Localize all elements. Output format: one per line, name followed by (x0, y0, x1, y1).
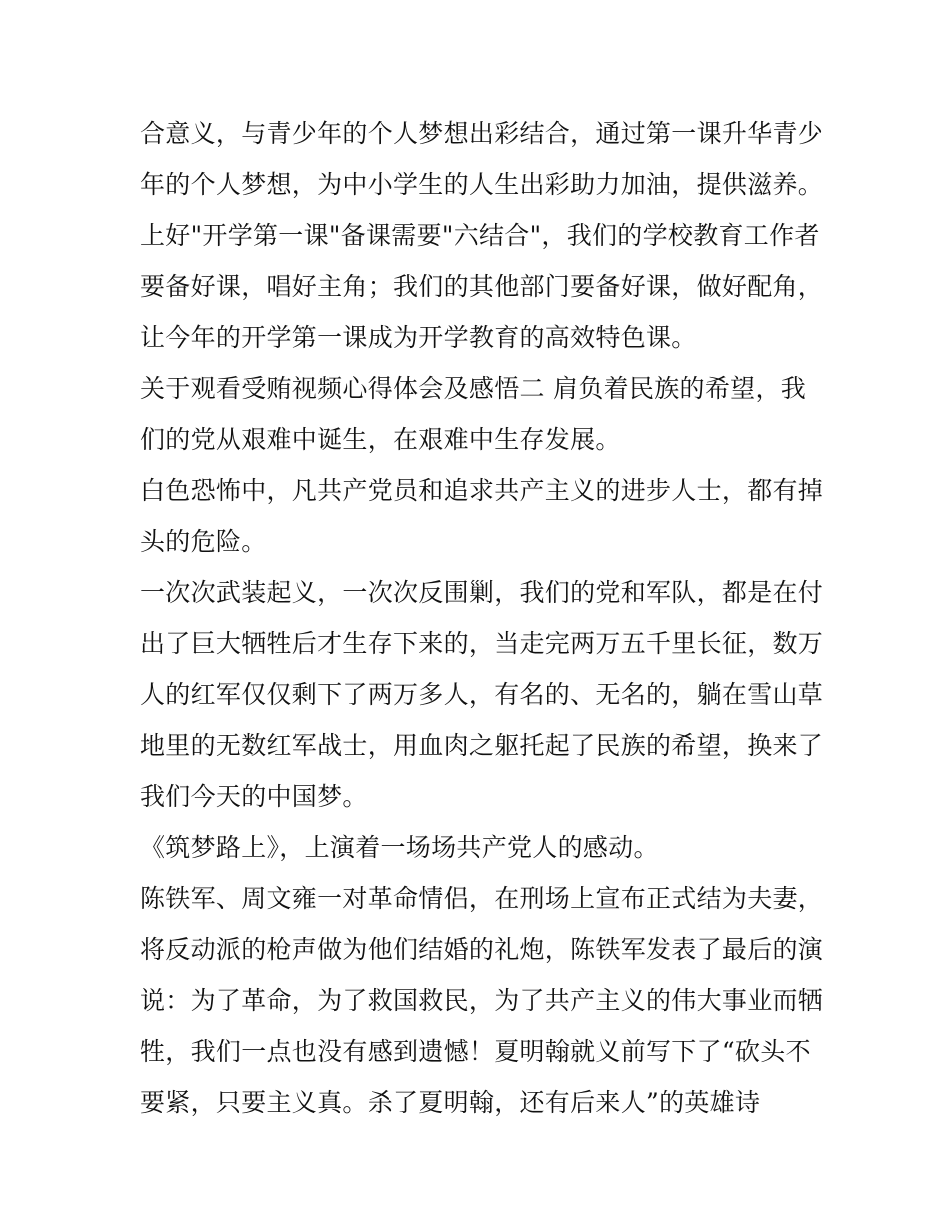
text-line: 出了巨大牺牲后才生存下来的，当走完两万五千里长征，数万 (140, 629, 824, 658)
text-line: 要紧，只要主义真。杀了夏明翰，还有后来人”的英雄诗 (140, 1088, 761, 1117)
text-line: 白色恐怖中，凡共产党员和追求共产主义的进步人士，都有掉 (140, 476, 824, 505)
text-line: 们的党从艰难中诞生，在艰难中生存发展。 (140, 425, 621, 454)
text-line: 人的红军仅仅剩下了两万多人，有名的、无名的，躺在雪山草 (140, 680, 824, 709)
text-line: 关于观看受贿视频心得体会及感悟二 肩负着民族的希望，我 (140, 374, 807, 403)
text-line: 牲，我们一点也没有感到遗憾！夏明翰就义前写下了“砍头不 (140, 1037, 811, 1066)
text-line: 要备好课，唱好主角；我们的其他部门要备好课，做好配角， (140, 272, 824, 301)
text-line: 一次次武装起义，一次次反围剿，我们的党和军队，都是在付 (140, 578, 824, 607)
text-line: 头的危险。 (140, 527, 267, 556)
text-line: 让今年的开学第一课成为开学教育的高效特色课。 (140, 323, 697, 352)
text-line: 我们今天的中国梦。 (140, 782, 368, 811)
text-line: 说：为了革命，为了救国救民，为了共产主义的伟大事业而牺 (140, 986, 824, 1015)
text-line: 《筑梦路上》，上演着一场场共产党人的感动。 (140, 833, 659, 862)
document-body (140, 108, 824, 1128)
text-line: 合意义，与青少年的个人梦想出彩结合，通过第一课升华青少 (140, 119, 824, 148)
text-line: 上好"开学第一课"备课需要"六结合"，我们的学校教育工作者 (140, 221, 820, 250)
text-line: 将反动派的枪声做为他们结婚的礼炮，陈铁军发表了最后的演 (140, 935, 824, 964)
text-line: 地里的无数红军战士，用血肉之躯托起了民族的希望，换来了 (140, 731, 824, 760)
text-line: 陈铁军、周文雍一对革命情侣，在刑场上宣布正式结为夫妻， (140, 884, 824, 913)
text-line: 年的个人梦想，为中小学生的人生出彩助力加油，提供滋养。 (140, 170, 824, 199)
